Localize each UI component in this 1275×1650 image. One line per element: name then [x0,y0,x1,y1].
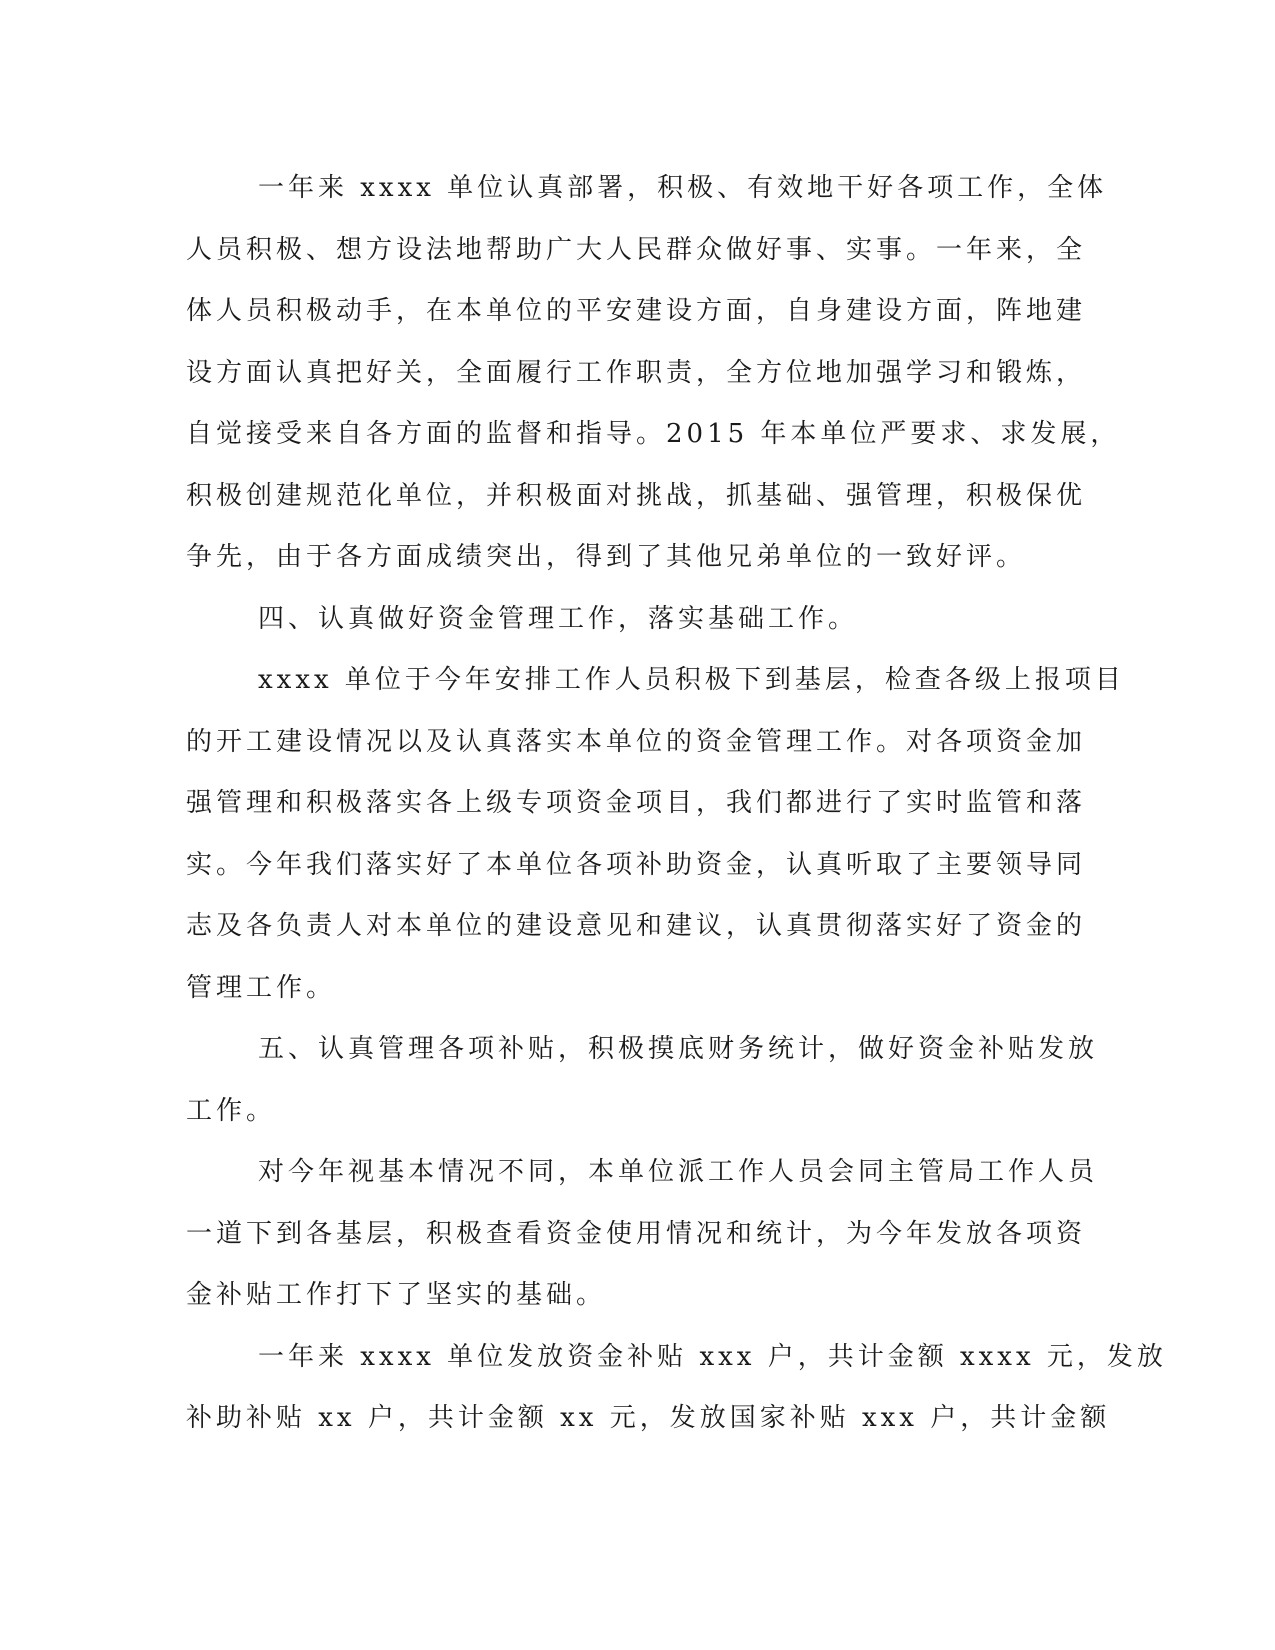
text-line: 人员积极、想方设法地帮助广大人民群众做好事、实事。一年来，全 [186,234,1087,265]
paragraph-survey [186,1142,1099,1327]
text-line: 自觉接受来自各方面的监督和指导。2015 年本单位严要求、求发展， [186,419,1121,449]
text-line: 金补贴工作打下了坚实的基础。 [186,1280,607,1310]
text-line: 积极创建规范化单位，并积极面对挑战，抓基础、强管理，积极保优 [186,480,1087,511]
text-line: xxxx 单位于今年安排工作人员积极下到基层，检查各级上报项目 [258,665,1125,695]
text-line: 体人员积极动手，在本单位的平安建设方面，自身建设方面，阵地建 [186,296,1087,326]
text-line: 一年来 xxxx 单位发放资金补贴 xxx 户，共计金额 xxxx 元，发放 [258,1341,1167,1372]
text-line: 实。今年我们落实好了本单位各项补助资金，认真听取了主要领导同 [186,849,1087,880]
paragraph-summary [186,158,1121,589]
text-line: 设方面认真把好关，全面履行工作职责，全方位地加强学习和锻炼， [186,357,1087,388]
section-heading-four [186,589,1076,651]
text-line: 志及各负责人对本单位的建设意见和建议，认真贯彻落实好了资金的 [186,911,1087,941]
text-line: 一道下到各基层，积极查看资金使用情况和统计，为今年发放各项资 [186,1218,1087,1249]
text-line: 四、认真做好资金管理工作，落实基础工作。 [258,603,859,634]
text-line: 强管理和积极落实各上级专项资金项目，我们都进行了实时监管和落 [186,788,1087,818]
paragraph-fund-management [186,650,1125,1019]
text-line: 管理工作。 [186,972,337,1003]
text-line: 工作。 [186,1095,277,1126]
document-body [186,158,1167,1450]
text-line: 对今年视基本情况不同，本单位派工作人员会同主管局工作人员 [258,1157,1099,1187]
paragraph-subsidy-figures [186,1327,1167,1450]
text-line: 争先，由于各方面成绩突出，得到了其他兄弟单位的一致好评。 [186,542,1027,572]
text-line: 补助补贴 xx 户，共计金额 xx 元，发放国家补贴 xxx 户，共计金额 [186,1403,1111,1433]
text-line: 五、认真管理各项补贴，积极摸底财务统计，做好资金补贴发放 [258,1034,1099,1064]
section-heading-five [186,1019,1099,1142]
text-line: 的开工建设情况以及认真落实本单位的资金管理工作。对各项资金加 [186,726,1087,757]
text-line: 一年来 xxxx 单位认真部署，积极、有效地干好各项工作，全体 [258,173,1108,203]
